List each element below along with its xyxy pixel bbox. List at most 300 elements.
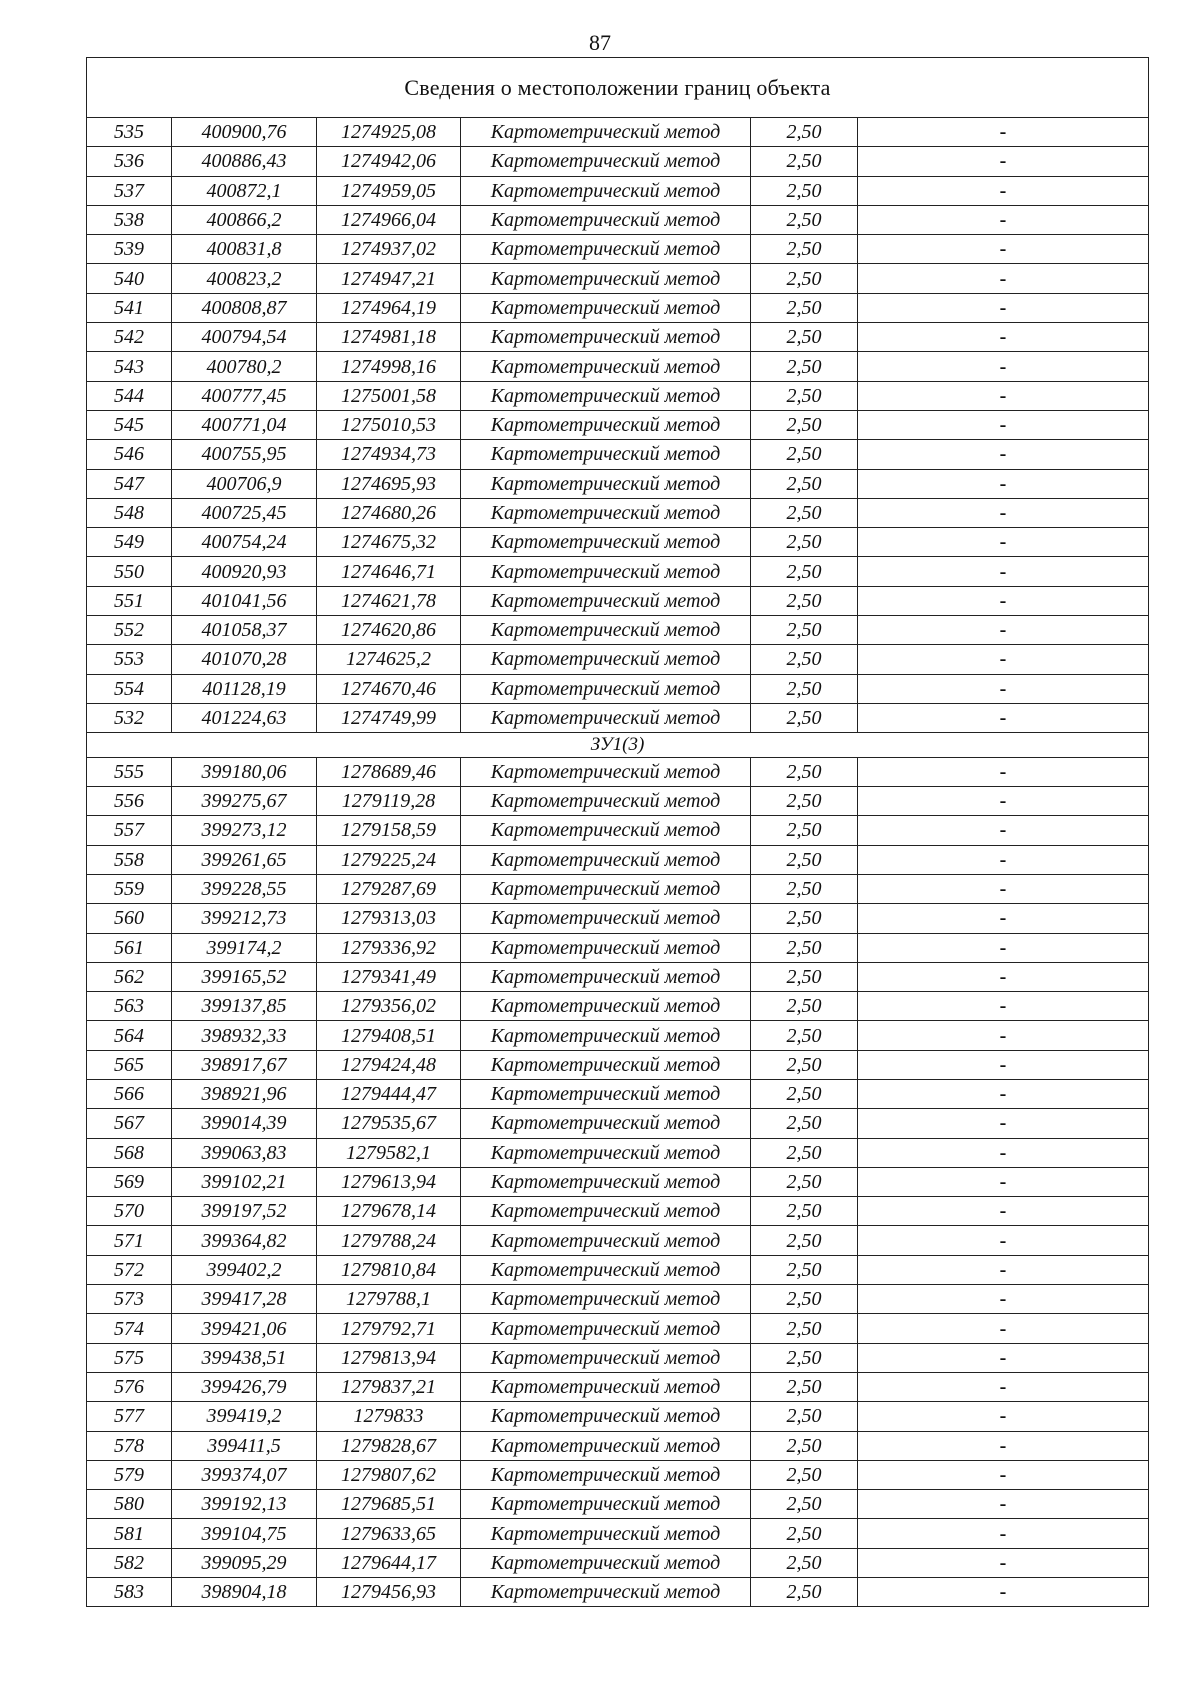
accuracy-cell: 2,50: [751, 992, 858, 1021]
accuracy-cell: 2,50: [751, 118, 858, 147]
coordinate-y-cell: 1274621,78: [317, 586, 461, 615]
point-number-cell: 558: [87, 845, 172, 874]
coordinate-y-cell: 1279828,67: [317, 1431, 461, 1460]
coordinate-x-cell: 399417,28: [172, 1285, 317, 1314]
coordinate-x-cell: 400794,54: [172, 323, 317, 352]
table-row: [87, 293, 1149, 322]
coordinate-y-cell: 1275010,53: [317, 410, 461, 439]
description-cell: -: [858, 933, 1149, 962]
coordinate-y-cell: 1274646,71: [317, 557, 461, 586]
point-number-cell: 551: [87, 586, 172, 615]
method-cell: Картометрический метод: [461, 1109, 751, 1138]
table-row: [87, 757, 1149, 786]
coordinate-y-cell: 1279685,51: [317, 1490, 461, 1519]
coordinate-x-cell: 400754,24: [172, 528, 317, 557]
coordinate-x-cell: 399212,73: [172, 904, 317, 933]
table-row: [87, 528, 1149, 557]
accuracy-cell: 2,50: [751, 1490, 858, 1519]
accuracy-cell: 2,50: [751, 962, 858, 991]
table-row: [87, 205, 1149, 234]
point-number-cell: 564: [87, 1021, 172, 1050]
description-cell: -: [858, 1255, 1149, 1284]
coordinate-y-cell: 1274998,16: [317, 352, 461, 381]
table-row: [87, 1402, 1149, 1431]
point-number-cell: 566: [87, 1080, 172, 1109]
description-cell: -: [858, 1285, 1149, 1314]
table-title: Сведения о местоположении границ объекта: [87, 58, 1149, 118]
point-number-cell: 579: [87, 1460, 172, 1489]
accuracy-cell: 2,50: [751, 498, 858, 527]
coordinate-x-cell: 399438,51: [172, 1343, 317, 1372]
table-row: [87, 1050, 1149, 1079]
method-cell: Картометрический метод: [461, 498, 751, 527]
coordinate-x-cell: 400780,2: [172, 352, 317, 381]
description-cell: -: [858, 1167, 1149, 1196]
coordinate-y-cell: 1274675,32: [317, 528, 461, 557]
coordinate-x-cell: 400872,1: [172, 176, 317, 205]
coordinate-x-cell: 400706,9: [172, 469, 317, 498]
coordinate-x-cell: 400755,95: [172, 440, 317, 469]
description-cell: -: [858, 381, 1149, 410]
coordinate-x-cell: 399411,5: [172, 1431, 317, 1460]
method-cell: Картометрический метод: [461, 1460, 751, 1489]
accuracy-cell: 2,50: [751, 176, 858, 205]
accuracy-cell: 2,50: [751, 674, 858, 703]
point-number-cell: 555: [87, 757, 172, 786]
page-number: 87: [589, 30, 611, 55]
point-number-cell: 550: [87, 557, 172, 586]
description-cell: -: [858, 352, 1149, 381]
description-cell: -: [858, 1548, 1149, 1577]
table-row: [87, 962, 1149, 991]
point-number-cell: 557: [87, 816, 172, 845]
coordinate-x-cell: 399192,13: [172, 1490, 317, 1519]
method-cell: Картометрический метод: [461, 1548, 751, 1577]
coordinate-x-cell: 401058,37: [172, 616, 317, 645]
table-row: [87, 264, 1149, 293]
point-number-cell: 582: [87, 1548, 172, 1577]
accuracy-cell: 2,50: [751, 1021, 858, 1050]
accuracy-cell: 2,50: [751, 1578, 858, 1607]
accuracy-cell: 2,50: [751, 1460, 858, 1489]
point-number-cell: 567: [87, 1109, 172, 1138]
coordinate-x-cell: 399197,52: [172, 1197, 317, 1226]
table-row: [87, 845, 1149, 874]
description-cell: -: [858, 1021, 1149, 1050]
coordinate-x-cell: 399402,2: [172, 1255, 317, 1284]
accuracy-cell: 2,50: [751, 1138, 858, 1167]
coordinate-y-cell: 1274934,73: [317, 440, 461, 469]
coordinate-y-cell: 1279613,94: [317, 1167, 461, 1196]
table-row: [87, 1578, 1149, 1607]
section-row: [87, 733, 1149, 758]
accuracy-cell: 2,50: [751, 440, 858, 469]
method-cell: Картометрический метод: [461, 1080, 751, 1109]
point-number-cell: 549: [87, 528, 172, 557]
point-number-cell: 562: [87, 962, 172, 991]
description-cell: -: [858, 616, 1149, 645]
method-cell: Картометрический метод: [461, 235, 751, 264]
accuracy-cell: 2,50: [751, 557, 858, 586]
description-cell: -: [858, 440, 1149, 469]
table-row: [87, 557, 1149, 586]
method-cell: Картометрический метод: [461, 528, 751, 557]
method-cell: Картометрический метод: [461, 674, 751, 703]
method-cell: Картометрический метод: [461, 1050, 751, 1079]
coordinate-x-cell: 401224,63: [172, 703, 317, 732]
accuracy-cell: 2,50: [751, 264, 858, 293]
coordinate-y-cell: 1279158,59: [317, 816, 461, 845]
description-cell: -: [858, 1109, 1149, 1138]
accuracy-cell: 2,50: [751, 528, 858, 557]
coordinate-y-cell: 1279582,1: [317, 1138, 461, 1167]
coordinate-x-cell: 399273,12: [172, 816, 317, 845]
coordinate-y-cell: 1279287,69: [317, 874, 461, 903]
table-row: [87, 235, 1149, 264]
point-number-cell: 535: [87, 118, 172, 147]
description-cell: -: [858, 1343, 1149, 1372]
description-cell: -: [858, 293, 1149, 322]
coordinate-x-cell: 401070,28: [172, 645, 317, 674]
table-row: [87, 1548, 1149, 1577]
section-label: ЗУ1(3): [87, 733, 1149, 758]
coordinate-y-cell: 1279644,17: [317, 1548, 461, 1577]
description-cell: -: [858, 1372, 1149, 1401]
description-cell: -: [858, 1578, 1149, 1607]
coordinate-x-cell: 400866,2: [172, 205, 317, 234]
accuracy-cell: 2,50: [751, 586, 858, 615]
method-cell: Картометрический метод: [461, 118, 751, 147]
description-cell: -: [858, 645, 1149, 674]
table-row: [87, 1197, 1149, 1226]
point-number-cell: 540: [87, 264, 172, 293]
coordinate-x-cell: 399275,67: [172, 787, 317, 816]
table-row: [87, 1167, 1149, 1196]
point-number-cell: 547: [87, 469, 172, 498]
method-cell: Картометрический метод: [461, 1021, 751, 1050]
coordinate-y-cell: 1279456,93: [317, 1578, 461, 1607]
coordinate-y-cell: 1274625,2: [317, 645, 461, 674]
accuracy-cell: 2,50: [751, 323, 858, 352]
description-cell: -: [858, 469, 1149, 498]
description-cell: -: [858, 264, 1149, 293]
point-number-cell: 570: [87, 1197, 172, 1226]
accuracy-cell: 2,50: [751, 1080, 858, 1109]
point-number-cell: 576: [87, 1372, 172, 1401]
coordinate-y-cell: 1279535,67: [317, 1109, 461, 1138]
description-cell: -: [858, 1138, 1149, 1167]
accuracy-cell: 2,50: [751, 787, 858, 816]
description-cell: -: [858, 1314, 1149, 1343]
description-cell: -: [858, 323, 1149, 352]
table-row: [87, 1519, 1149, 1548]
coordinate-x-cell: 398917,67: [172, 1050, 317, 1079]
coordinate-y-cell: 1279336,92: [317, 933, 461, 962]
description-cell: -: [858, 1050, 1149, 1079]
coordinate-y-cell: 1279633,65: [317, 1519, 461, 1548]
method-cell: Картометрический метод: [461, 1519, 751, 1548]
coordinate-y-cell: 1279837,21: [317, 1372, 461, 1401]
accuracy-cell: 2,50: [751, 845, 858, 874]
accuracy-cell: 2,50: [751, 352, 858, 381]
method-cell: Картометрический метод: [461, 586, 751, 615]
coordinate-x-cell: 399421,06: [172, 1314, 317, 1343]
description-cell: -: [858, 205, 1149, 234]
accuracy-cell: 2,50: [751, 1255, 858, 1284]
coordinate-y-cell: 1274937,02: [317, 235, 461, 264]
point-number-cell: 556: [87, 787, 172, 816]
coordinate-y-cell: 1279807,62: [317, 1460, 461, 1489]
method-cell: Картометрический метод: [461, 1167, 751, 1196]
table-row: [87, 176, 1149, 205]
point-number-cell: 552: [87, 616, 172, 645]
method-cell: Картометрический метод: [461, 933, 751, 962]
description-cell: -: [858, 118, 1149, 147]
table-row: [87, 1138, 1149, 1167]
accuracy-cell: 2,50: [751, 816, 858, 845]
point-number-cell: 561: [87, 933, 172, 962]
method-cell: Картометрический метод: [461, 874, 751, 903]
coordinate-y-cell: 1279225,24: [317, 845, 461, 874]
method-cell: Картометрический метод: [461, 410, 751, 439]
method-cell: Картометрический метод: [461, 1226, 751, 1255]
table-row: [87, 1490, 1149, 1519]
method-cell: Картометрический метод: [461, 1255, 751, 1284]
description-cell: -: [858, 1197, 1149, 1226]
point-number-cell: 575: [87, 1343, 172, 1372]
table-row: [87, 674, 1149, 703]
point-number-cell: 541: [87, 293, 172, 322]
accuracy-cell: 2,50: [751, 1372, 858, 1401]
method-cell: Картометрический метод: [461, 616, 751, 645]
coordinate-x-cell: 399180,06: [172, 757, 317, 786]
description-cell: -: [858, 586, 1149, 615]
method-cell: Картометрический метод: [461, 176, 751, 205]
coordinate-x-cell: 399014,39: [172, 1109, 317, 1138]
table-row: [87, 1285, 1149, 1314]
method-cell: Картометрический метод: [461, 147, 751, 176]
table-row: [87, 645, 1149, 674]
accuracy-cell: 2,50: [751, 1314, 858, 1343]
method-cell: Картометрический метод: [461, 1138, 751, 1167]
coordinate-x-cell: 399165,52: [172, 962, 317, 991]
point-number-cell: 542: [87, 323, 172, 352]
coordinate-x-cell: 399364,82: [172, 1226, 317, 1255]
description-cell: -: [858, 874, 1149, 903]
description-cell: -: [858, 962, 1149, 991]
table-body: [87, 58, 1149, 1607]
method-cell: Картометрический метод: [461, 557, 751, 586]
accuracy-cell: 2,50: [751, 1402, 858, 1431]
method-cell: Картометрический метод: [461, 293, 751, 322]
coordinate-y-cell: 1279444,47: [317, 1080, 461, 1109]
coordinate-x-cell: 399419,2: [172, 1402, 317, 1431]
coordinate-x-cell: 399063,83: [172, 1138, 317, 1167]
accuracy-cell: 2,50: [751, 1050, 858, 1079]
table-row: [87, 787, 1149, 816]
point-number-cell: 548: [87, 498, 172, 527]
point-number-cell: 546: [87, 440, 172, 469]
accuracy-cell: 2,50: [751, 293, 858, 322]
table-row: [87, 469, 1149, 498]
table-row: [87, 118, 1149, 147]
table-row: [87, 874, 1149, 903]
coordinate-x-cell: 400725,45: [172, 498, 317, 527]
coordinate-x-cell: 400831,8: [172, 235, 317, 264]
coordinate-y-cell: 1279833: [317, 1402, 461, 1431]
coordinate-y-cell: 1279356,02: [317, 992, 461, 1021]
table-row: [87, 1080, 1149, 1109]
method-cell: Картометрический метод: [461, 1578, 751, 1607]
accuracy-cell: 2,50: [751, 410, 858, 439]
point-number-cell: 568: [87, 1138, 172, 1167]
accuracy-cell: 2,50: [751, 381, 858, 410]
method-cell: Картометрический метод: [461, 845, 751, 874]
point-number-cell: 580: [87, 1490, 172, 1519]
method-cell: Картометрический метод: [461, 757, 751, 786]
method-cell: Картометрический метод: [461, 904, 751, 933]
coordinate-x-cell: 399102,21: [172, 1167, 317, 1196]
coordinate-x-cell: 401041,56: [172, 586, 317, 615]
accuracy-cell: 2,50: [751, 1431, 858, 1460]
method-cell: Картометрический метод: [461, 645, 751, 674]
coordinate-y-cell: 1279424,48: [317, 1050, 461, 1079]
point-number-cell: 545: [87, 410, 172, 439]
description-cell: -: [858, 1080, 1149, 1109]
table-row: [87, 703, 1149, 732]
coordinate-x-cell: 399261,65: [172, 845, 317, 874]
coordinate-y-cell: 1279313,03: [317, 904, 461, 933]
coordinate-y-cell: 1274925,08: [317, 118, 461, 147]
point-number-cell: 578: [87, 1431, 172, 1460]
accuracy-cell: 2,50: [751, 469, 858, 498]
coordinate-x-cell: 400886,43: [172, 147, 317, 176]
table-row: [87, 381, 1149, 410]
coordinate-x-cell: 399104,75: [172, 1519, 317, 1548]
coordinate-y-cell: 1279119,28: [317, 787, 461, 816]
method-cell: Картометрический метод: [461, 381, 751, 410]
point-number-cell: 536: [87, 147, 172, 176]
table-row: [87, 352, 1149, 381]
method-cell: Картометрический метод: [461, 1314, 751, 1343]
point-number-cell: 544: [87, 381, 172, 410]
coordinate-x-cell: 399095,29: [172, 1548, 317, 1577]
point-number-cell: 554: [87, 674, 172, 703]
description-cell: -: [858, 904, 1149, 933]
coordinate-y-cell: 1274695,93: [317, 469, 461, 498]
coordinate-y-cell: 1279810,84: [317, 1255, 461, 1284]
accuracy-cell: 2,50: [751, 235, 858, 264]
coordinate-y-cell: 1279408,51: [317, 1021, 461, 1050]
table-row: [87, 1226, 1149, 1255]
table-row: [87, 410, 1149, 439]
table-row: [87, 904, 1149, 933]
coordinate-x-cell: 399174,2: [172, 933, 317, 962]
method-cell: Картометрический метод: [461, 323, 751, 352]
table-row: [87, 1255, 1149, 1284]
accuracy-cell: 2,50: [751, 1519, 858, 1548]
method-cell: Картометрический метод: [461, 1431, 751, 1460]
table-row: [87, 1431, 1149, 1460]
method-cell: Картометрический метод: [461, 992, 751, 1021]
description-cell: -: [858, 787, 1149, 816]
accuracy-cell: 2,50: [751, 147, 858, 176]
coordinate-x-cell: 398921,96: [172, 1080, 317, 1109]
coordinate-x-cell: 398904,18: [172, 1578, 317, 1607]
method-cell: Картометрический метод: [461, 787, 751, 816]
accuracy-cell: 2,50: [751, 1343, 858, 1372]
point-number-cell: 560: [87, 904, 172, 933]
description-cell: -: [858, 1226, 1149, 1255]
table-row: [87, 1021, 1149, 1050]
accuracy-cell: 2,50: [751, 1197, 858, 1226]
description-cell: -: [858, 1402, 1149, 1431]
coordinate-y-cell: 1274620,86: [317, 616, 461, 645]
coordinate-y-cell: 1274959,05: [317, 176, 461, 205]
point-number-cell: 572: [87, 1255, 172, 1284]
accuracy-cell: 2,50: [751, 616, 858, 645]
accuracy-cell: 2,50: [751, 874, 858, 903]
table-row: [87, 147, 1149, 176]
description-cell: -: [858, 528, 1149, 557]
coordinate-y-cell: 1274670,46: [317, 674, 461, 703]
coordinate-x-cell: 400777,45: [172, 381, 317, 410]
description-cell: -: [858, 845, 1149, 874]
coordinate-y-cell: 1279792,71: [317, 1314, 461, 1343]
coordinate-x-cell: 399374,07: [172, 1460, 317, 1489]
description-cell: -: [858, 557, 1149, 586]
accuracy-cell: 2,50: [751, 703, 858, 732]
coordinate-x-cell: 400808,87: [172, 293, 317, 322]
coordinate-x-cell: 400771,04: [172, 410, 317, 439]
description-cell: -: [858, 1431, 1149, 1460]
description-cell: -: [858, 1519, 1149, 1548]
boundary-table-container: [86, 57, 1148, 1607]
point-number-cell: 532: [87, 703, 172, 732]
coordinate-x-cell: 400823,2: [172, 264, 317, 293]
accuracy-cell: 2,50: [751, 1109, 858, 1138]
coordinate-y-cell: 1278689,46: [317, 757, 461, 786]
description-cell: -: [858, 235, 1149, 264]
coordinate-y-cell: 1279678,14: [317, 1197, 461, 1226]
method-cell: Картометрический метод: [461, 352, 751, 381]
point-number-cell: 583: [87, 1578, 172, 1607]
description-cell: -: [858, 816, 1149, 845]
description-cell: -: [858, 757, 1149, 786]
point-number-cell: 538: [87, 205, 172, 234]
coordinate-x-cell: 399228,55: [172, 874, 317, 903]
table-row: [87, 1109, 1149, 1138]
table-title-row: [87, 58, 1149, 118]
point-number-cell: 565: [87, 1050, 172, 1079]
table-row: [87, 1314, 1149, 1343]
accuracy-cell: 2,50: [751, 904, 858, 933]
point-number-cell: 543: [87, 352, 172, 381]
point-number-cell: 571: [87, 1226, 172, 1255]
method-cell: Картометрический метод: [461, 1343, 751, 1372]
point-number-cell: 553: [87, 645, 172, 674]
point-number-cell: 537: [87, 176, 172, 205]
coordinate-y-cell: 1274981,18: [317, 323, 461, 352]
point-number-cell: 559: [87, 874, 172, 903]
coordinate-x-cell: 399426,79: [172, 1372, 317, 1401]
accuracy-cell: 2,50: [751, 1285, 858, 1314]
method-cell: Картометрический метод: [461, 1285, 751, 1314]
table-row: [87, 440, 1149, 469]
coordinate-x-cell: 399137,85: [172, 992, 317, 1021]
table-row: [87, 323, 1149, 352]
table-row: [87, 1343, 1149, 1372]
